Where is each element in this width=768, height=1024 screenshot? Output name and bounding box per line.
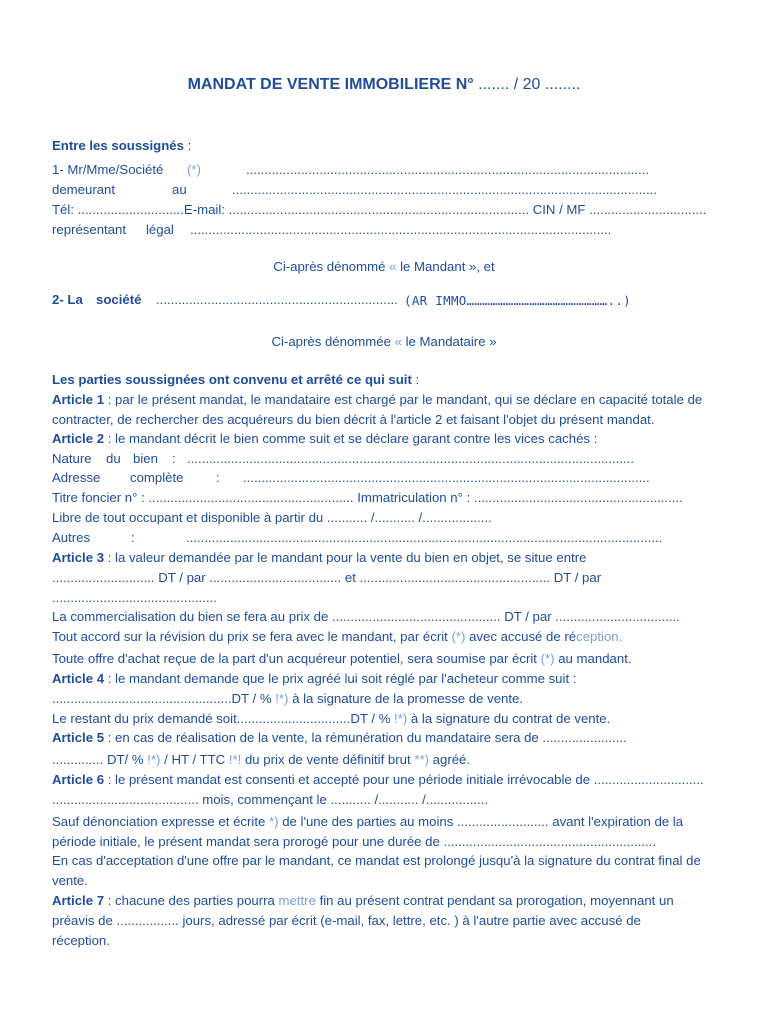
representative-legal: légal <box>146 222 174 237</box>
address-line <box>52 181 738 199</box>
mandant-designation-label: Ci-après dénommé <box>273 259 386 274</box>
party1-note: (*) <box>187 162 201 177</box>
party2-societe: société <box>96 292 142 307</box>
article-2-text: : le mandant décrit le bien comme suit et se déclare garant contre les vices cachés : <box>104 431 598 446</box>
offer-end: au mandant. <box>554 651 632 666</box>
article-6-text: : le présent mandat est consenti et accepté pour une période initiale irrévocable de .............................. <box>104 772 704 787</box>
representative-label: représentant <box>52 222 127 237</box>
article-1-line-2: contracter, de rechercher des acquéreurs du bien décrit à l'article 2 et faisant l'objet du présent mandat. <box>52 412 655 427</box>
parties-heading <box>52 137 738 155</box>
commercialisation-line: La commercialisation du bien se fera au prix de .............................................. DT / par .................................. <box>52 609 680 624</box>
party1-label: 1- Mr/Mme/Société <box>52 162 164 177</box>
full-address-label: Adresse <box>52 470 101 485</box>
mandataire-designation <box>0 333 768 351</box>
address-blank: .................................................................................................................... <box>232 182 658 197</box>
denunciation-text: Sauf dénonciation expresse et écrite <box>52 814 266 829</box>
article-7-label: Article 7 <box>52 893 105 908</box>
mandant-quote: « <box>385 259 401 274</box>
price-revision-ack: avec accusé de ré <box>465 629 577 644</box>
denunciation-note: *) <box>265 814 279 829</box>
parties-heading-text: Entre les soussignés <box>52 138 184 153</box>
article-5-text: : en cas de réalisation de la vente, la rémunération du mandataire sera de ....................... <box>104 730 627 745</box>
contact-line: Tél: .............................E-mail: .................................................................................. CIN / MF ................................ <box>52 202 707 217</box>
denunciation-line-1 <box>52 813 738 831</box>
article-3-label: Article 3 <box>52 550 105 565</box>
fee-end: agréé. <box>428 752 471 767</box>
extension-line-1: En cas d'acceptation d'une offre par le mandant, ce mandat est prolongé jusqu'à la signature du contrat final de <box>52 853 701 868</box>
article-6-line-1 <box>52 771 738 789</box>
article-7-mettre: mettre <box>278 893 316 908</box>
full-address-complete: complète <box>130 470 184 485</box>
fee-amount: .............. DT/ % <box>52 752 144 767</box>
page-title <box>0 76 768 94</box>
article-6-line-2: ........................................ mois, commençant le ........... /........... /................. <box>52 792 489 807</box>
article-5-line-2 <box>52 751 738 769</box>
party2-line <box>52 291 738 309</box>
nature-blank: .......................................................................................................................... <box>187 451 634 466</box>
mandataire-designation-label: Ci-après dénommée <box>271 334 391 349</box>
article-4-line-1 <box>52 670 738 688</box>
party1-line <box>52 161 738 179</box>
offer-text: Toute offre d'achat reçue de la part d'un acquéreur potentiel, sera soumise par écrit <box>52 651 537 666</box>
article-4-line-2 <box>52 690 738 708</box>
article-3-text: : la valeur demandée par le mandant pour la vente du bien en objet, se situe entre <box>104 550 587 565</box>
nature-colon: : <box>172 451 176 466</box>
representative-line <box>52 221 738 239</box>
agreement-heading-text: Les parties soussignées ont convenu et arrêté ce qui suit <box>52 372 412 387</box>
extension-line-2: vente. <box>52 873 88 888</box>
article-4-text: : le mandant demande que le prix agréé lui soit réglé par l'acheteur comme suit : <box>104 671 577 686</box>
title-text: MANDAT DE VENTE IMMOBILIERE N° <box>187 76 474 93</box>
address-label: demeurant <box>52 182 116 197</box>
article-3-line-2: ............................ DT / par .................................... et .................................................... DT / par <box>52 570 602 585</box>
nature-du: du <box>106 451 121 466</box>
agreement-heading-colon: : <box>411 372 420 387</box>
article-1-text: : par le présent mandat, le mandataire est chargé par le mandant, qui se déclare en capacité totale de <box>104 392 703 407</box>
fee-note-3: **) <box>410 752 429 767</box>
full-address-blank: ............................................................................................................... <box>243 470 650 485</box>
fee-note-2: !*! <box>225 752 242 767</box>
party2-label: 2- La <box>52 292 83 307</box>
article-4-label: Article 4 <box>52 671 105 686</box>
article-1-label: Article 1 <box>52 392 105 407</box>
fee-tax: / HT / TTC <box>160 752 226 767</box>
article-7-line-2: préavis de ................. jours, adressé par écrit (e-mail, fax, lettre, etc. ) à l'autre partie avec accusé de <box>52 913 641 928</box>
article-7-line-3: réception. <box>52 933 110 948</box>
others-line <box>52 529 738 547</box>
representative-blank: ................................................................................................................... <box>190 222 612 237</box>
article-7-rest: fin au présent contrat pendant sa prorogation, moyennant un <box>315 893 674 908</box>
fee-base: du prix de vente définitif brut <box>241 752 411 767</box>
article-3-line-1 <box>52 549 738 567</box>
offer-note: (*) <box>536 651 555 666</box>
others-blank: .................................................................................................................................. <box>186 530 663 545</box>
offer-line <box>52 650 738 668</box>
full-address-colon: : <box>216 470 220 485</box>
article-7-text: : chacune des parties pourra <box>104 893 279 908</box>
mandant-designation <box>0 258 768 276</box>
article-4-line-3 <box>52 710 738 728</box>
title-number: ....... / 20 ........ <box>473 76 581 93</box>
party1-blank: .............................................................................................................. <box>246 162 650 177</box>
promise-note: !*) <box>271 691 289 706</box>
article-2-line-1 <box>52 430 738 448</box>
article-3-line-3: ............................................. <box>52 590 217 605</box>
party2-blank: .................................................................. <box>156 292 398 307</box>
price-revision-line <box>52 628 738 646</box>
denunciation-line-2: période initiale, le présent mandat sera prorogé pour une durée de .......................................................... <box>52 834 656 849</box>
article-5-label: Article 5 <box>52 730 105 745</box>
nature-bien: bien <box>133 451 158 466</box>
full-address-line <box>52 469 738 487</box>
price-revision-note: (*) <box>447 629 466 644</box>
article-7-line-1 <box>52 892 738 910</box>
agreement-heading <box>52 371 738 389</box>
party2-company-name: (AR IMMO………………………………………………..) <box>404 293 631 308</box>
promise-text: à la signature de la promesse de vente. <box>288 691 524 706</box>
article-5-line-1 <box>52 729 738 747</box>
availability-line: Libre de tout occupant et disponible à partir du ........... /........... /................... <box>52 510 492 525</box>
remaining-amount: Le restant du prix demandé soit...............................DT / % <box>52 711 391 726</box>
nature-line <box>52 450 738 468</box>
address-au: au <box>172 182 187 197</box>
article-6-label: Article 6 <box>52 772 105 787</box>
price-revision-text: Tout accord sur la révision du prix se fera avec le mandant, par écrit <box>52 629 448 644</box>
denunciation-rest: de l'une des parties au moins ......................... avant l'expiration de la <box>278 814 684 829</box>
others-label: Autres <box>52 530 91 545</box>
fee-note-1: !*) <box>143 752 161 767</box>
article-1-line-1 <box>52 391 738 409</box>
others-colon: : <box>131 530 135 545</box>
remaining-text: à la signature du contrat de vente. <box>407 711 611 726</box>
promise-amount: .................................................DT / % <box>52 691 272 706</box>
parties-heading-colon: : <box>183 138 192 153</box>
mandant-designation-name: le Mandant », et <box>400 259 495 274</box>
mandataire-designation-name: le Mandataire » <box>405 334 497 349</box>
article-2-label: Article 2 <box>52 431 105 446</box>
nature-label: Nature <box>52 451 92 466</box>
price-revision-end: ception. <box>576 629 623 644</box>
mandataire-quote: « <box>390 334 406 349</box>
remaining-note: !*) <box>390 711 408 726</box>
title-registration-line: Titre foncier n° : ........................................................ Immatriculation n° : ......................................................... <box>52 490 683 505</box>
